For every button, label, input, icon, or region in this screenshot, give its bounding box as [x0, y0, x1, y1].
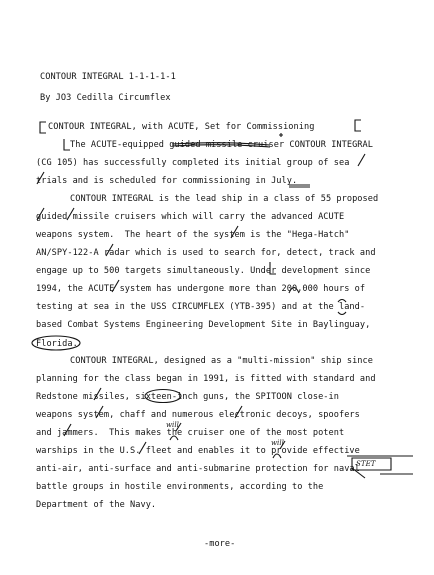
- headline: CONTOUR INTEGRAL, with ACUTE, Set for Commissioning: [48, 122, 315, 132]
- body-line: based Combat Systems Engineering Development Site in Baylinguay,: [36, 320, 371, 330]
- body-line: trials and is scheduled for commissioning in July.: [36, 176, 298, 186]
- lowercase-slash-mark: [358, 154, 365, 166]
- body-line: The ACUTE-equipped guided missile cruiser CONTOUR INTEGRAL: [70, 140, 373, 150]
- more-marker: -more-: [204, 539, 236, 549]
- body-line: CONTOUR INTEGRAL is the lead ship in a class of 55 proposed: [70, 194, 379, 204]
- body-line: anti-air, anti-surface and anti-submarine protection for naval: [36, 464, 360, 474]
- annotation-stet: STET: [356, 460, 376, 468]
- body-line: warships in the U.S. fleet and enables it to provide effective: [36, 446, 360, 456]
- body-line: Redstone missiles, sixteen-inch guns, the SPITOON close-in: [36, 392, 339, 402]
- body-line: Department of the Navy.: [36, 500, 157, 510]
- slug-line: CONTOUR INTEGRAL 1-1-1-1-1: [40, 72, 176, 82]
- close-bracket-mark: [355, 120, 361, 131]
- body-line: testing at sea in the USS CIRCUMFLEX (YTB-395) and at the land-: [36, 302, 366, 312]
- body-line: battle groups in hostile environments, according to the: [36, 482, 324, 492]
- body-line: weapons system. The heart of the system is the "Hega-Hatch": [36, 230, 350, 240]
- open-bracket-mark: [40, 122, 46, 133]
- body-line: guided missile cruisers which will carry the advanced ACUTE: [36, 212, 345, 222]
- body-line: weapons system, chaff and numerous electronic decoys, spoofers: [36, 410, 360, 420]
- annotation-will: will: [271, 439, 284, 447]
- body-line: 1994, the ACUTE system has undergone more than 200,000 hours of: [36, 284, 366, 294]
- body-line: AN/SPY-122-A radar which is used to search for, detect, track and: [36, 248, 376, 258]
- body-line: (CG 105) has successfully completed its initial group of sea: [36, 158, 350, 168]
- body-line: CONTOUR INTEGRAL, designed as a "multi-mission" ship since: [70, 356, 373, 366]
- body-line: engage up to 500 targets simultaneously. Under development since: [36, 266, 371, 276]
- byline: By JO3 Cedilla Circumflex: [40, 93, 171, 103]
- body-line: planning for the class began in 1991, is fitted with standard and: [36, 374, 376, 384]
- caret-mark: [279, 133, 283, 137]
- body-line: and jammers. This makes the cruiser one of the most potent: [36, 428, 345, 438]
- annotation-will: will: [166, 421, 179, 429]
- body-line: Florida.: [36, 339, 78, 349]
